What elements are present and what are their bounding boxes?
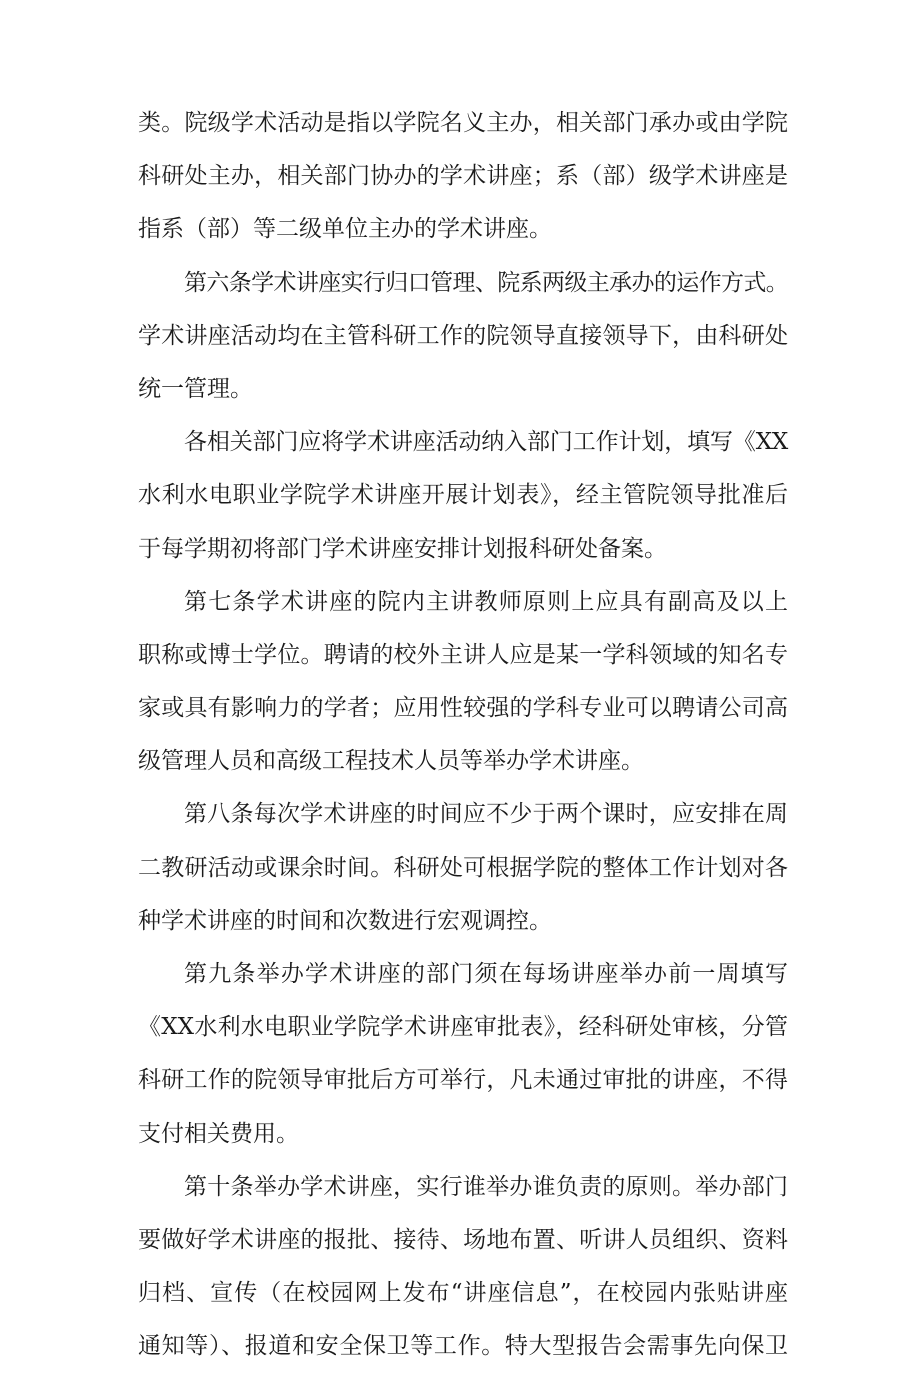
text-line: 第十条举办学术讲座，实行谁举办谁负责的原则。举办部门 bbox=[184, 1173, 788, 1200]
text-line: 各相关部门应将学术讲座活动纳入部门工作计划，填写《XX bbox=[184, 429, 788, 456]
text-line: 职称或博士学位。聘请的校外主讲人应是某一学科领域的知名专 bbox=[138, 641, 788, 668]
text-line: 于每学期初将部门学术讲座安排计划报科研处备案。 bbox=[138, 535, 667, 562]
document-body bbox=[138, 97, 788, 1374]
text-line: 通知等）、报道和安全保卫等工作。特大型报告会需事先向保卫 bbox=[138, 1333, 788, 1360]
text-line: 指系（部）等二级单位主办的学术讲座。 bbox=[138, 216, 552, 243]
text-line: 第九条举办学术讲座的部门须在每场讲座举办前一周填写 bbox=[184, 961, 788, 987]
text-line: 支付相关费用。 bbox=[138, 1120, 299, 1147]
text-line: 《XX水利水电职业学院学术讲座审批表》，经科研处审核，分管 bbox=[138, 1014, 788, 1041]
text-line: 类。院级学术活动是指以学院名义主办，相关部门承办或由学院 bbox=[138, 110, 788, 136]
text-line: 科研处主办，相关部门协办的学术讲座；系（部）级学术讲座是 bbox=[138, 163, 788, 190]
text-line: 家或具有影响力的学者；应用性较强的学科专业可以聘请公司高 bbox=[138, 695, 788, 722]
text-line: 科研工作的院领导审批后方可举行，凡未通过审批的讲座，不得 bbox=[138, 1067, 788, 1094]
text-line: 学术讲座活动均在主管科研工作的院领导直接领导下，由科研处 bbox=[138, 322, 788, 349]
text-line: 水利水电职业学院学术讲座开展计划表》，经主管院领导批准后 bbox=[138, 482, 788, 509]
text-line: 二教研活动或课余时间。科研处可根据学院的整体工作计划对各 bbox=[138, 854, 788, 881]
text-line: 第七条学术讲座的院内主讲教师原则上应具有副高及以上 bbox=[184, 588, 788, 615]
text-line: 第八条每次学术讲座的时间应不少于两个课时，应安排在周 bbox=[184, 801, 788, 828]
text-line: 统一管理。 bbox=[138, 375, 253, 402]
text-line: 归档、宣传（在校园网上发布“讲座信息”，在校园内张贴讲座 bbox=[138, 1280, 788, 1307]
text-line: 级管理人员和高级工程技术人员等举办学术讲座。 bbox=[138, 748, 644, 775]
text-line: 第六条学术讲座实行归口管理、院系两级主承办的运作方式。 bbox=[184, 269, 788, 296]
text-line: 种学术讲座的时间和次数进行宏观调控。 bbox=[138, 907, 552, 934]
text-line: 要做好学术讲座的报批、接待、场地布置、听讲人员组织、资料 bbox=[138, 1226, 788, 1253]
